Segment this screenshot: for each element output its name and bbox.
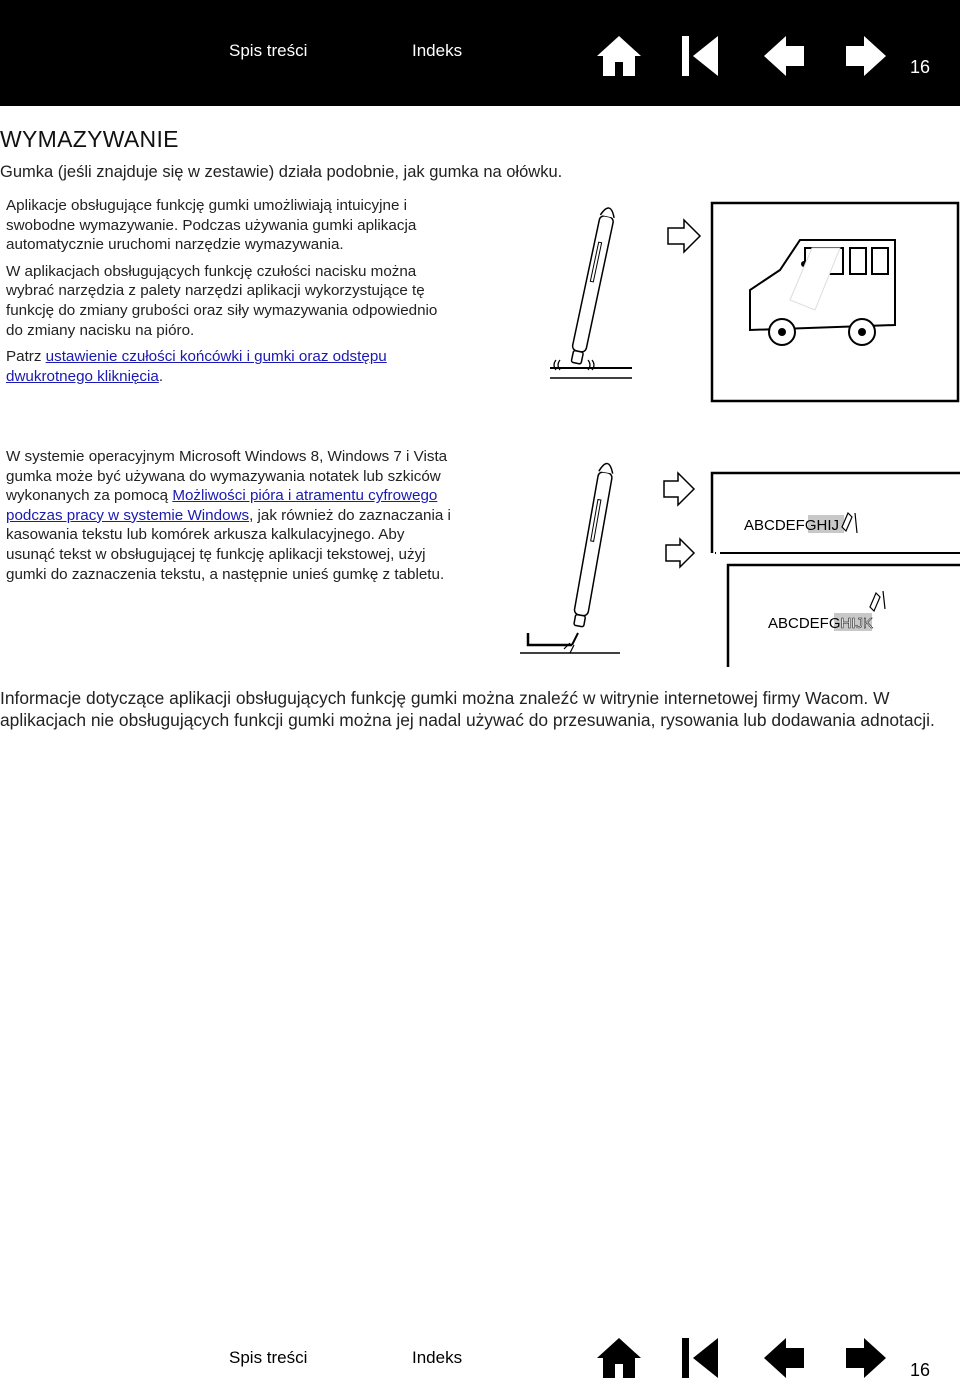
paragraph-see-also	[6, 347, 446, 386]
previous-page-icon[interactable]	[764, 34, 804, 78]
next-page-icon[interactable]	[846, 34, 886, 78]
toc-link[interactable]: Spis treści	[229, 41, 308, 60]
home-icon[interactable]	[596, 1336, 642, 1380]
right-arrow-icon	[668, 220, 700, 252]
see-also-prefix: Patrz	[6, 348, 46, 366]
previous-page-icon[interactable]	[764, 1336, 804, 1380]
pen-icon	[572, 462, 614, 627]
paragraph-eraser-apps: Aplikacje obsługujące funkcję gumki umożliwiają intuicyjne i swobodne wymazywanie. Podczas używania gumki aplikacja automatycznie uruchomi narzędzie wymazywania.	[6, 197, 417, 254]
next-page-icon[interactable]	[846, 1336, 886, 1380]
index-link[interactable]: Indeks	[412, 1348, 463, 1367]
see-also-suffix: .	[158, 367, 164, 385]
selected-text: ABCDEFGHIJ	[744, 517, 840, 534]
tip-eraser-feel-link[interactable]: ustawienie czułości końcówki i gumki oraz odstępu dwukrotnego kliknięcia	[6, 348, 387, 385]
section-intro: Gumka (jeśli znajduje się w zestawie) działa podobnie, jak gumka na ołówku.	[0, 163, 563, 181]
down-arrow-icon	[666, 539, 694, 567]
text-eraser-illustration	[520, 455, 960, 670]
closing-paragraph: Informacje dotyczące aplikacji obsługujących funkcję gumki można znaleźć w witrynie internetowej firmy Wacom. W aplikacjach nie obsługujących funkcji gumki można jej nadal używać do przesuwania, rysowania lub dodawania adnotacji.	[0, 688, 935, 730]
page-number: 16	[910, 1360, 931, 1380]
windows-eraser-description	[6, 447, 456, 584]
home-icon[interactable]	[596, 34, 642, 78]
top-navigation-bar	[0, 0, 960, 106]
toc-link[interactable]: Spis treści	[229, 1348, 308, 1367]
section-title: WYMAZYWANIE	[0, 126, 179, 152]
first-page-icon[interactable]	[682, 34, 720, 78]
erasing-text: ABCDEFGHIJK	[768, 615, 874, 632]
erasing-description	[6, 196, 446, 386]
paragraph-pressure: W aplikacjach obsługujących funkcję czułości nacisku można wybrać narzędzia z palety narzędzi aplikacji wykorzystujące tę funkcję do zmiany grubości oraz siły wymazywania odpowiednio do zmiany nacisku na pióro.	[6, 262, 438, 339]
right-arrow-icon	[664, 473, 694, 505]
first-page-icon[interactable]	[682, 1336, 720, 1380]
paragraph-windows	[6, 447, 456, 584]
windows-text-b: , jak również do zaznaczania i kasowania tekstu lub komórek arkusza kalkulacyjnego. Aby usunąć tekst w obsługującej tę funkcję aplikacji tekstowej, użyj gumki do zaznaczenia tekstu, a następnie unieś gumkę z tabletu.	[6, 506, 451, 583]
display-frame	[712, 473, 960, 553]
pen-and-ink-link[interactable]: Możliwości pióra i atramentu cyfrowego podczas pracy w systemie Windows	[6, 487, 438, 524]
eraser-cursor-icon	[870, 591, 885, 611]
pen-icon	[569, 207, 616, 365]
index-link[interactable]: Indeks	[412, 41, 463, 60]
eraser-cursor-icon	[842, 513, 857, 533]
page-number: 16	[910, 57, 931, 77]
eraser-pen-illustration	[550, 200, 960, 420]
windows-text-a: W systemie operacyjnym Microsoft Windows 8, Windows 7 i Vista gumka może być używana do wymazywania notatek lub szkiców wykonanych za pomocą	[6, 448, 448, 505]
bottom-navigation-bar	[0, 1330, 960, 1384]
